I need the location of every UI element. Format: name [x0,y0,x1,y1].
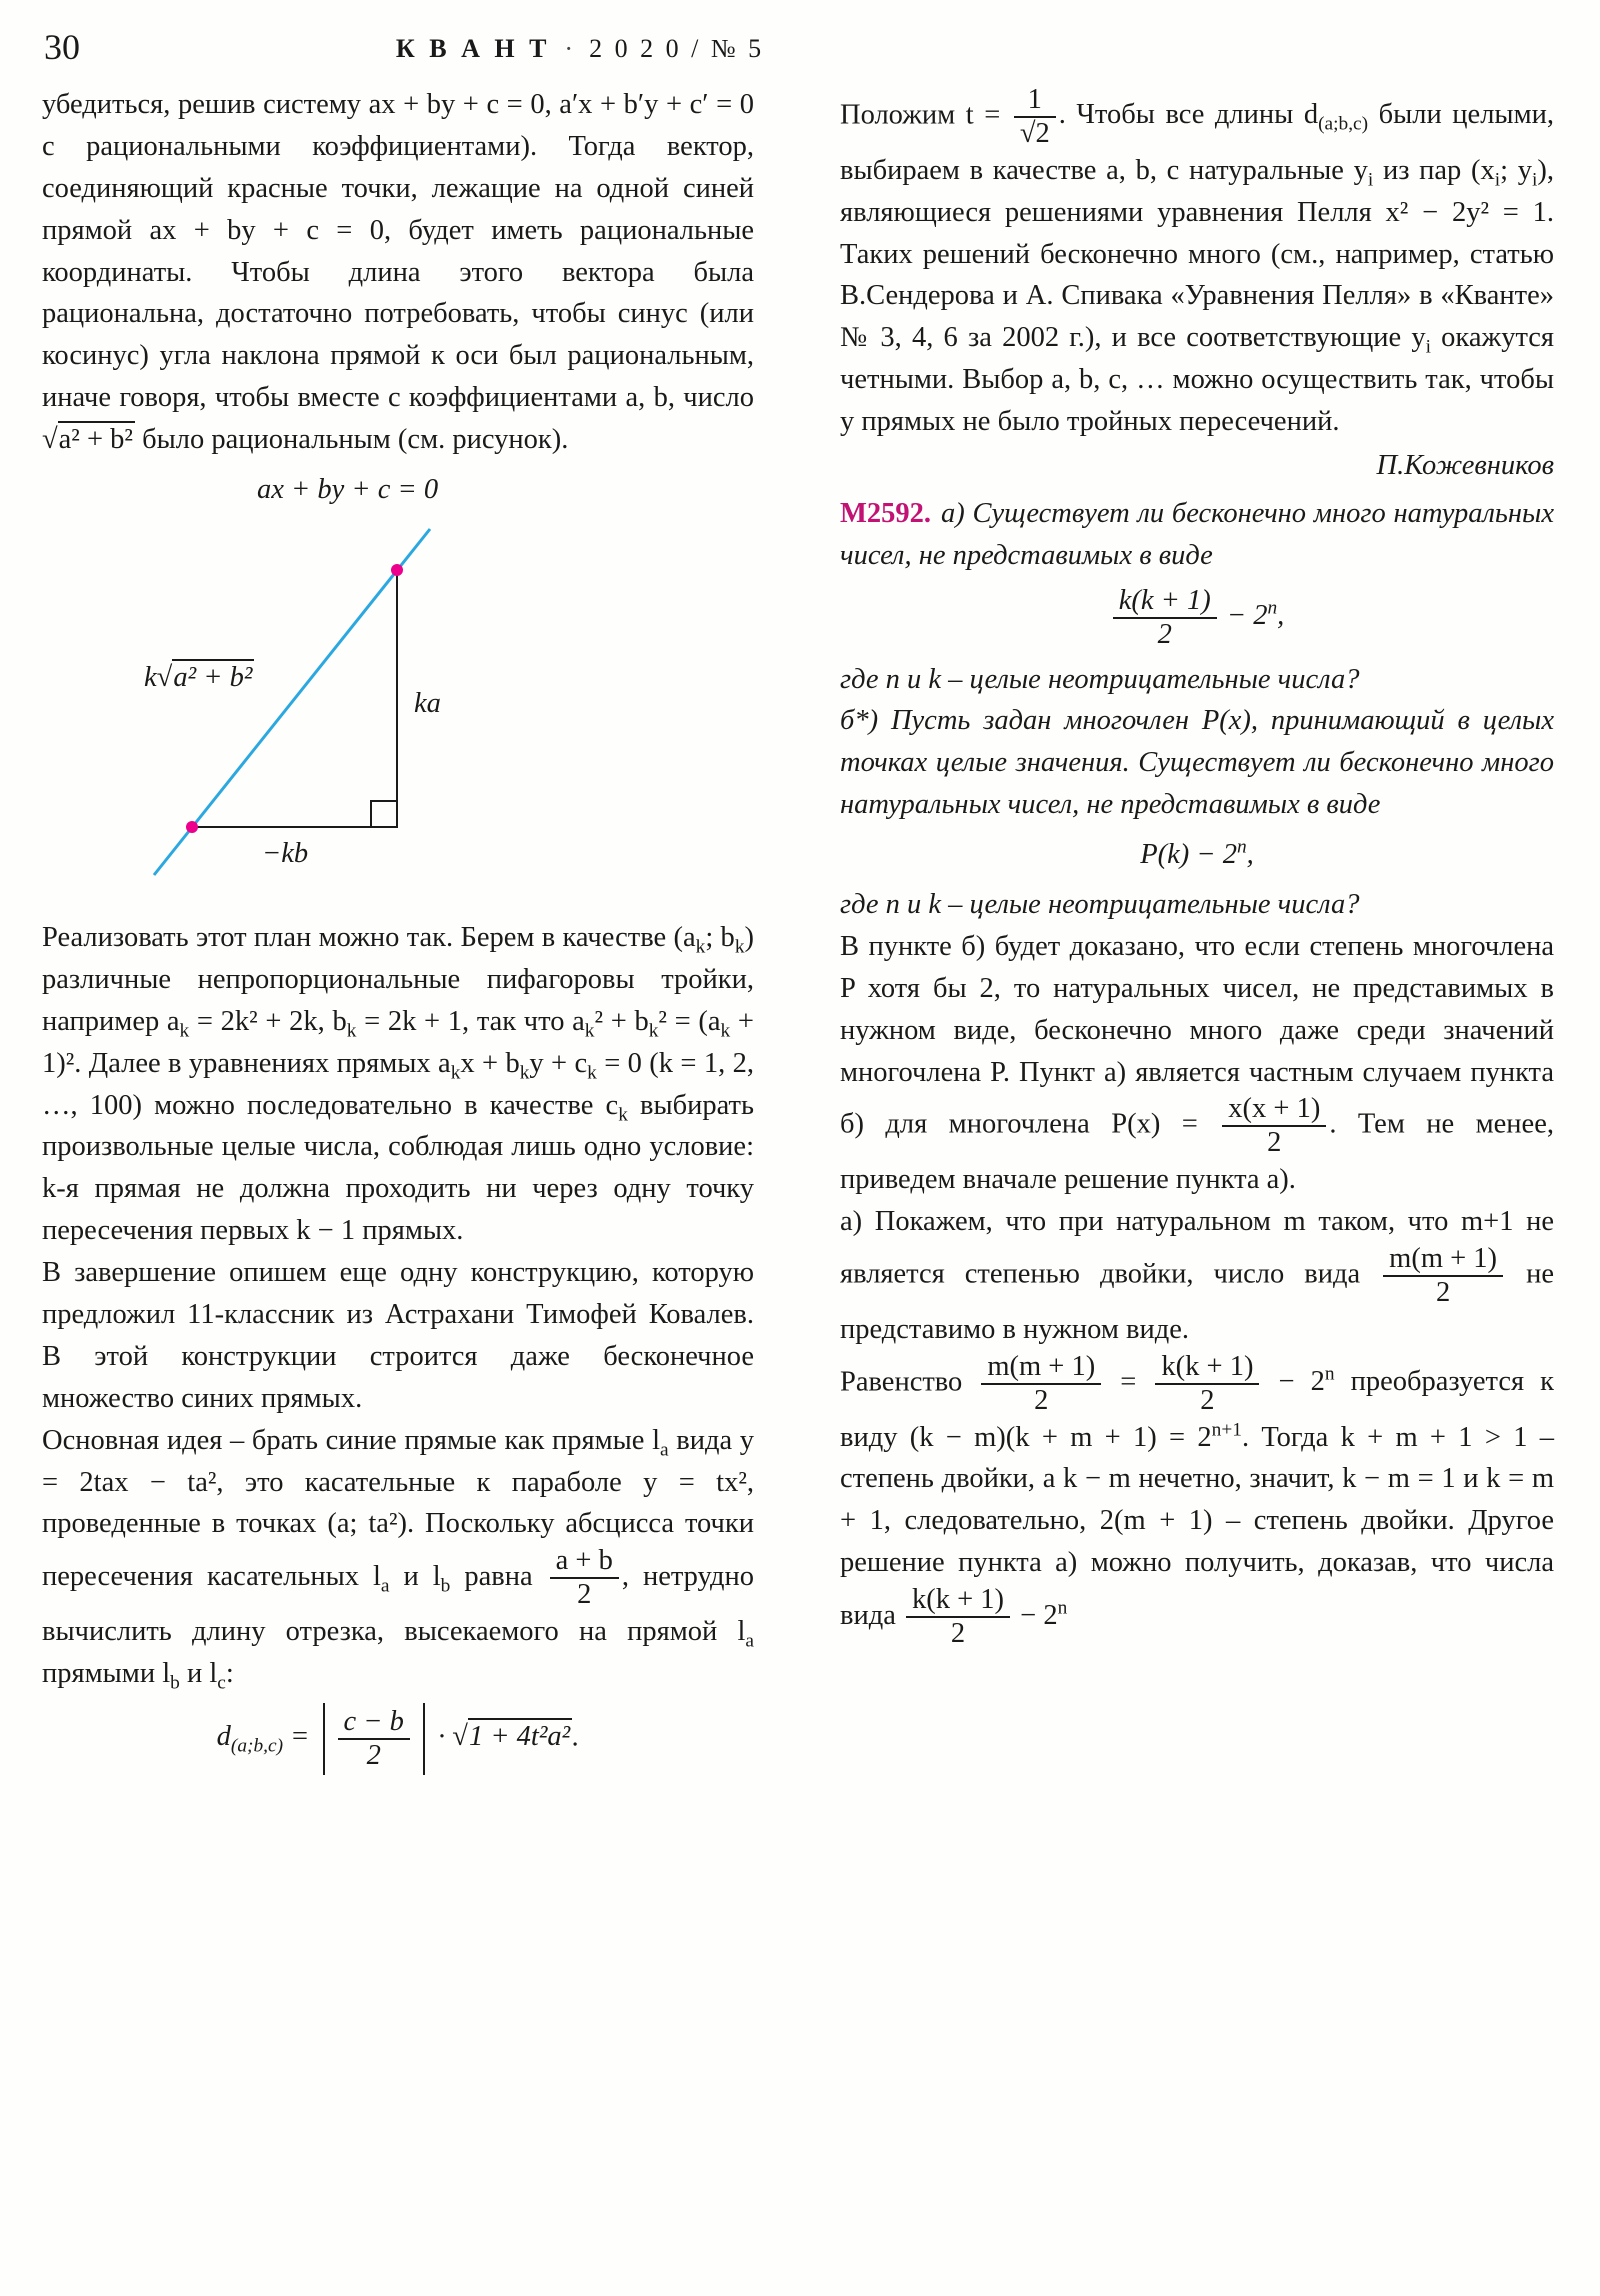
header-separator: · [564,34,576,63]
fraction-numerator: c − b [343,1705,404,1737]
formula-p-k-display: $P(k) - 2^n$, [1140,836,1254,871]
fraction-k-k-plus-1-over-2 [1110,585,1220,651]
hypotenuse-label [144,657,254,699]
author-signature: П.Кожевников [1376,450,1554,482]
journal-issue: 2 0 2 0 / № 5 [589,34,765,63]
dot-operator: · [430,1721,453,1753]
fraction-denominator: √2 [1014,116,1056,150]
sqrt-expression [452,1721,572,1752]
figure-line-equation-label: ax + by + c = 0 [257,474,439,506]
sqrt-argument: 1 + 4t²a² [468,1718,572,1752]
text-run: В пункте б) будет доказано, что если степень многочлена P хотя бы 2, то натуральных чисел, не представимых в нужном виде, бесконечно много даже среди значений многочлена P. Пункт а) является частным случаем пункта б) для многочлена P(x) = [840,930,1554,1140]
text-run: не представимо в нужном виде. [840,1258,1554,1345]
horizontal-leg-label: −kb [262,838,309,870]
fraction-one-over-sqrt2 [1011,84,1059,150]
fraction-numerator: 1 [1027,84,1042,115]
fraction-denominator: 2 [338,1738,410,1772]
text-run: было рациональным (см. рисунок). [134,424,569,456]
vertical-leg-label: ka [414,688,441,720]
formula-lhs: $d_{(a;b,c)}$ = [216,1721,317,1758]
fraction-k-k-plus-1-over-2 [903,1584,1013,1650]
left-column [42,84,754,1783]
problem-statement-b: б*) Пусть задан многочлен P(x), принимающий в целых точках целые значения. Существует ли бесконечно много натуральных чисел, не представимых в виде [840,705,1554,821]
text-run: а) Покажем, что при натуральном m таком, что m+1 не является степенью двойки, число вида [840,1206,1554,1290]
right-column [840,84,1554,1650]
fraction-numerator: k(k + 1) [1161,1350,1254,1382]
journal-name: К В А Н Т [395,34,551,63]
condition-line-2: где n и k – целые неотрицательные числа? [840,888,1360,920]
absolute-value-bars [323,1703,425,1775]
fraction-denominator: 2 [981,1383,1101,1417]
fraction-x-x-plus-1-over-2 [1219,1093,1329,1159]
fraction-m-m-plus-1-over-2 [978,1351,1104,1417]
text-run: а) Существует ли бесконечно много натуральных чисел, не представимых в виде [840,497,1554,571]
condition-line-1: где n и k – целые неотрицательные числа? [840,663,1360,695]
sqrt-argument: a² + b² [172,659,254,693]
fraction-numerator: m(m + 1) [987,1350,1096,1382]
text-run: убедиться, решив систему ax + by + c = 0, a′x + b′y + c′ = 0 с рациональными коэффициентами). Тогда вектор, соединяющий красные точки, лежащие на одной синей прямой ax + by + c = 0, будет иметь рациональные координаты. Чтобы длина этого вектора была рациональна, достаточно потребовать, чтобы синус (или косинус) угла наклона прямой к оси был рациональным, иначе говоря, чтобы вместе с коэффициентами a, b, число [42,89,754,414]
problem-number-label: М2592. [840,497,932,529]
text-run: Основная идея – брать синие прямые как прямые $l_a$ вида y = 2tax − ta², это касательные к параболе y = tx², проведенные в точках (a; ta²). Поскольку абсцисса точки пересечения касательных $l_a$ и $l_b$ равна [42,1424,754,1597]
paragraph-tangent-lines [42,1420,754,1695]
text-run: Положим t = [840,99,1011,131]
fraction-numerator: m(m + 1) [1389,1243,1498,1275]
formula-segment-length [42,1703,754,1775]
sqrt-expression [42,424,135,455]
formula-tail: − $2^n$, [1219,597,1285,632]
figure-canvas [42,515,754,897]
equals-sign: = [1104,1366,1153,1398]
fraction-c-minus-b-over-2 [335,1706,413,1772]
journal-header [300,34,860,64]
text-run: , нетрудно вычислить длину отрезка, высекаемого на прямой $l_a$ прямыми $l_b$ и $l_c$: [42,1560,754,1694]
fraction-numerator: x(x + 1) [1228,1093,1321,1125]
text-run: − $2^n$ [1013,1597,1068,1631]
lower-magenta-point [186,821,198,833]
paragraph-rational-coords [42,84,754,461]
paragraph-pell-solutions [840,84,1554,443]
text-run: . Тем не менее, приведем вначале решение пункта а). [840,1108,1554,1196]
paragraph-kovalev-construction: В завершение опишем еще одну конструкцию, которую предложил 11-классник из Астрахани Тимофей Ковалев. В этой конструкции строится даже бесконечное множество синих прямых. [42,1257,754,1414]
sqrt-expression [157,662,255,693]
text-run: . Чтобы все длины $d_{(a;b,c)}$ были целыми, выбираем в качестве a, b, c натуральные $y_i$ из пар ($x_i$; $y_i$), являющиеся решениями уравнения Пелля x² − 2y² = 1. Таких решений бесконечно много (см., например, статью В.Сендерова и А. Спивака «Уравнения Пелля» в «Кванте» № 3, 4, 6 за 2002 г.), и все соответствующие $y_i$ окажутся четными. Выбор a, b, c, … можно осуществить так, чтобы у прямых не было тройных пересечений. [840,99,1555,438]
fraction-numerator: k(k + 1) [1118,584,1211,616]
fraction-denominator: 2 [1113,617,1217,651]
fraction-denominator: 2 [550,1577,619,1611]
hypotenuse-coefficient: k [144,662,157,694]
figure-triangle-diagram [42,469,754,905]
page-number: 30 [44,27,80,67]
fraction-k-k-plus-1-over-2 [1152,1351,1262,1417]
formula-period: . [572,1721,580,1753]
formula-k-display [840,585,1554,651]
text-run: Равенство [840,1366,979,1398]
fraction-m-m-plus-1-over-2 [1380,1243,1506,1309]
fraction-numerator: a + b [555,1545,613,1577]
paragraph-equality-argument [840,1351,1554,1650]
fraction-denominator: 2 [1222,1125,1326,1159]
fraction-denominator: 2 [1383,1275,1503,1309]
sqrt-argument: a² + b² [58,421,135,455]
fraction-denominator: 2 [1155,1383,1259,1417]
text-run: − $2^n$ преобразуется к виду $(k - m)(k + m + 1) = 2^{n+1}$. Тогда k + m + 1 > 1 – степень двойки, а k − m нечетно, значит, k − m = 1 и k = m + 1, следовательно, 2(m + 1) – степень двойки. Другое решение пункта а) можно получить, доказав, что числа вида [840,1363,1554,1631]
upper-magenta-point [391,564,403,576]
fraction-a-plus-b-over-2 [547,1545,622,1611]
fraction-denominator: 2 [906,1616,1010,1650]
paragraph-point-a-claim [840,1201,1554,1351]
problem-statement-a [840,493,1554,577]
right-angle-marker [371,801,397,827]
fraction-numerator: k(k + 1) [911,1584,1005,1616]
paragraph-pythagorean-triples: Реализовать этот план можно так. Берем в качестве ($a_k$; $b_k$) различные непропорциональные пифагоровы тройки, например $a_k = 2k^2 + 2k$, $b_k = 2k + 1$, так что $a_k^2 + b_k^2 = (a_k + 1)^2$. Далее в уравнениях прямых $a_kx + b_ky + c_k = 0$ (k = 1, 2, …, 100) можно последовательно в качестве $c_k$ выбирать произвольные целые числа, соблюдая лишь одно условие: k-я прямая не должна проходить ни через одну точку пересечения первых k − 1 прямых. [42,922,755,1247]
paragraph-point-b-remark [840,926,1554,1201]
